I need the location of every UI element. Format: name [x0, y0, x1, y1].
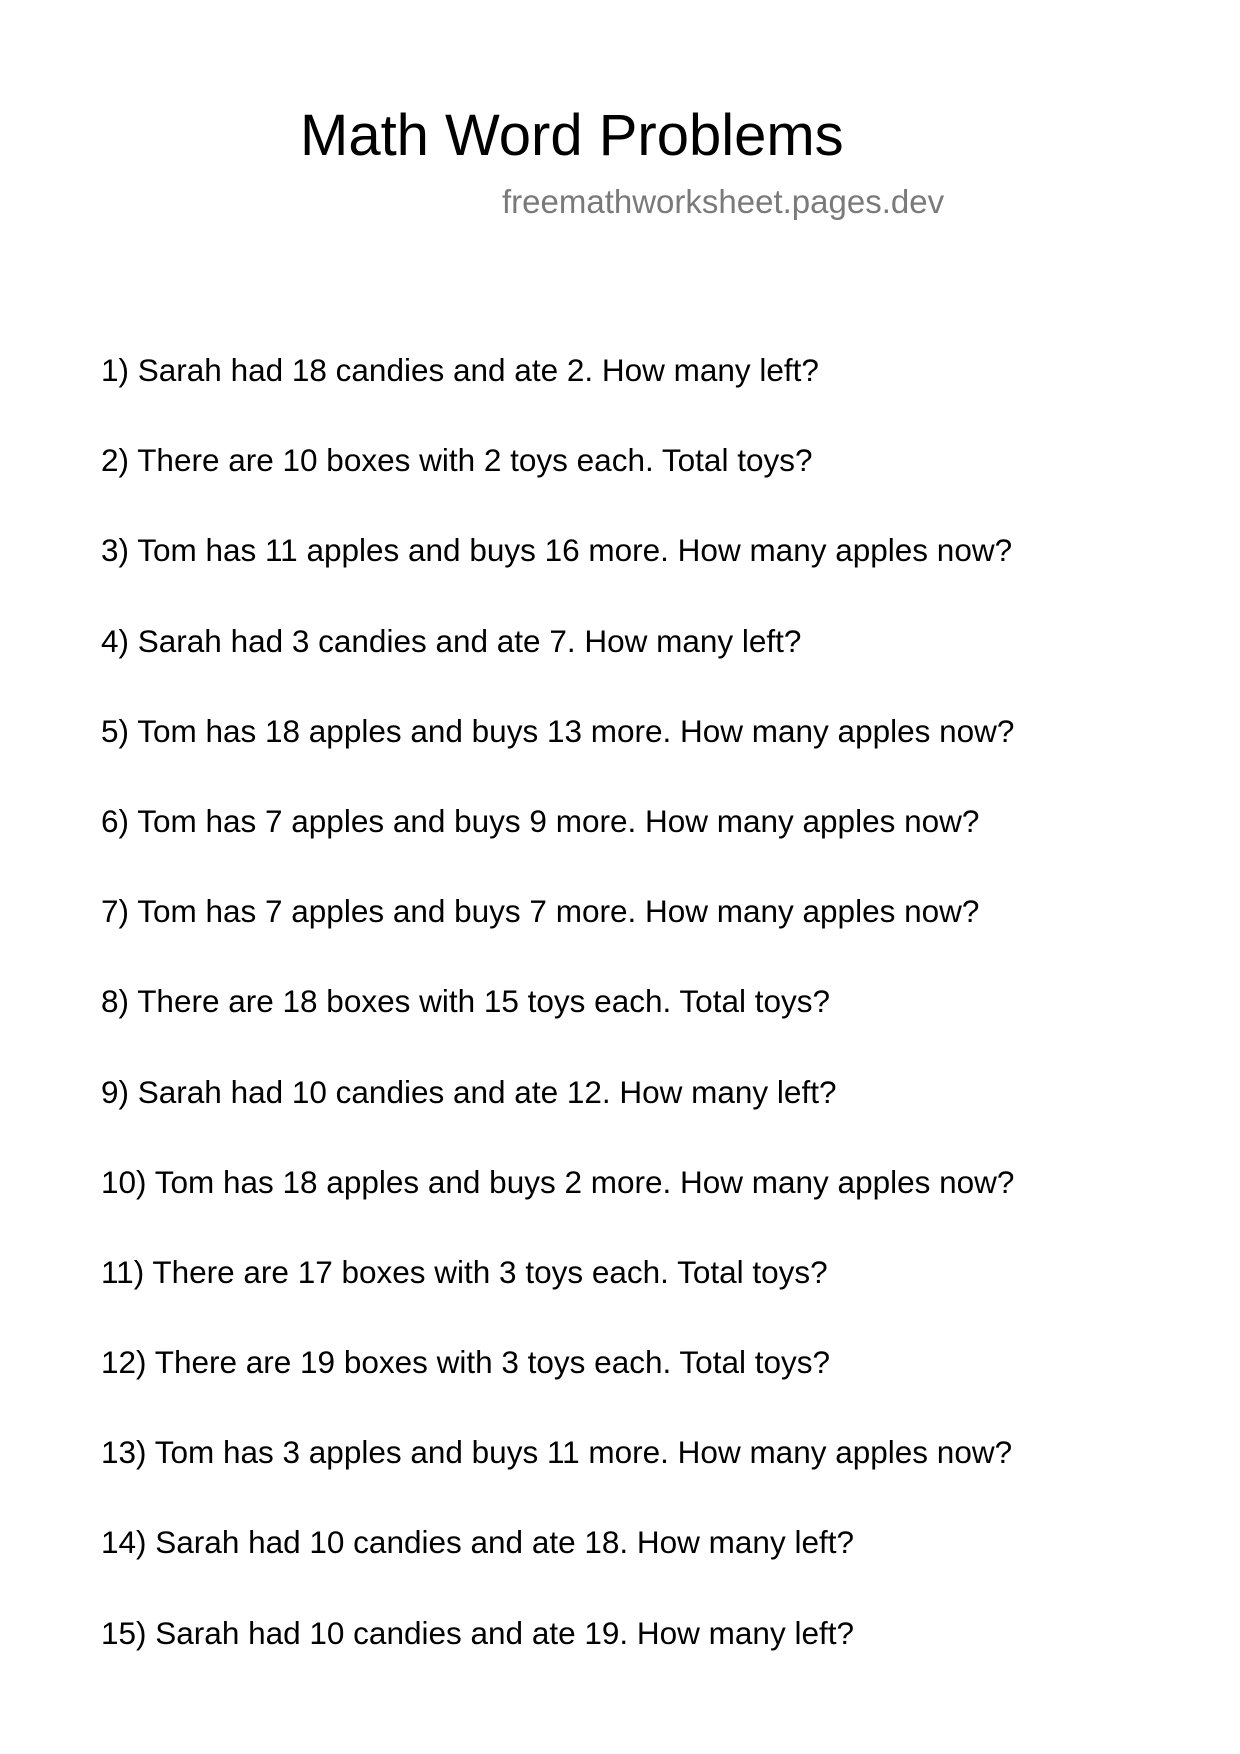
problem-list: [101, 346, 1014, 1699]
problem-item: 5) Tom has 18 apples and buys 13 more. How many apples now?: [101, 712, 1015, 749]
problem-item: 8) There are 18 boxes with 15 toys each. Total toys?: [101, 983, 831, 1020]
problem-item: 12) There are 19 boxes with 3 toys each. Total toys?: [101, 1344, 831, 1381]
problem-item: 6) Tom has 7 apples and buys 9 more. How many apples now?: [101, 802, 980, 839]
site-url: freemathworksheet.pages.dev: [502, 183, 945, 220]
problem-item: 4) Sarah had 3 candies and ate 7. How many left?: [101, 622, 802, 659]
page-title: Math Word Problems: [300, 103, 844, 168]
problem-item: 2) There are 10 boxes with 2 toys each. Total toys?: [101, 442, 813, 479]
problem-item: 7) Tom has 7 apples and buys 7 more. How many apples now?: [101, 893, 980, 930]
problem-item: 3) Tom has 11 apples and buys 16 more. How many apples now?: [101, 532, 1013, 569]
problem-item: 11) There are 17 boxes with 3 toys each. Total toys?: [101, 1253, 828, 1290]
problem-item: 1) Sarah had 18 candies and ate 2. How many left?: [101, 352, 819, 388]
problem-item: 10) Tom has 18 apples and buys 2 more. How many apples now?: [101, 1163, 1015, 1200]
problem-item: 9) Sarah had 10 candies and ate 12. How many left?: [101, 1073, 837, 1110]
problem-item: 13) Tom has 3 apples and buys 11 more. How many apples now?: [101, 1434, 1013, 1471]
problem-item: 14) Sarah had 10 candies and ate 18. How many left?: [101, 1524, 854, 1561]
problem-item: 15) Sarah had 10 candies and ate 19. How many left?: [101, 1614, 854, 1651]
